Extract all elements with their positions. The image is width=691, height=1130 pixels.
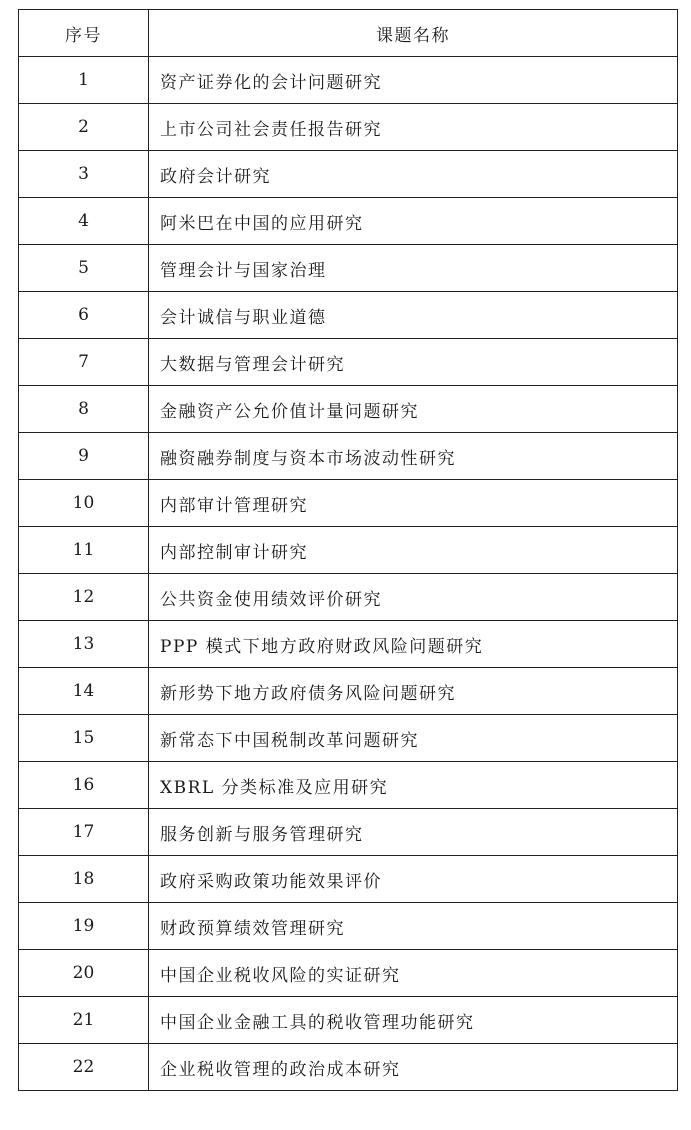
row-number: 19	[19, 903, 149, 950]
table-row	[19, 997, 678, 1044]
row-number: 4	[19, 198, 149, 245]
row-number: 18	[19, 856, 149, 903]
table-row	[19, 151, 678, 198]
row-number: 11	[19, 527, 149, 574]
column-header-title: 课题名称	[149, 10, 678, 57]
table-row	[19, 621, 678, 668]
topic-title: 会计诚信与职业道德	[149, 292, 678, 339]
table-row	[19, 809, 678, 856]
topic-title: 上市公司社会责任报告研究	[149, 104, 678, 151]
topic-title: 服务创新与服务管理研究	[149, 809, 678, 856]
table-row	[19, 104, 678, 151]
row-number: 17	[19, 809, 149, 856]
table-row	[19, 433, 678, 480]
table-row	[19, 339, 678, 386]
topic-title: 资产证券化的会计问题研究	[149, 57, 678, 104]
topic-title: 内部审计管理研究	[149, 480, 678, 527]
table-row	[19, 480, 678, 527]
table-row	[19, 762, 678, 809]
row-number: 15	[19, 715, 149, 762]
row-number: 9	[19, 433, 149, 480]
table-row	[19, 1044, 678, 1091]
header-row	[19, 10, 678, 57]
topic-title: 金融资产公允价值计量问题研究	[149, 386, 678, 433]
topic-title: 融资融券制度与资本市场波动性研究	[149, 433, 678, 480]
row-number: 14	[19, 668, 149, 715]
topic-title: 管理会计与国家治理	[149, 245, 678, 292]
table-row	[19, 574, 678, 621]
row-number: 12	[19, 574, 149, 621]
topic-title: 中国企业税收风险的实证研究	[149, 950, 678, 997]
row-number: 13	[19, 621, 149, 668]
topic-title: XBRL 分类标准及应用研究	[149, 762, 678, 809]
row-number: 2	[19, 104, 149, 151]
row-number: 7	[19, 339, 149, 386]
topic-title: 企业税收管理的政治成本研究	[149, 1044, 678, 1091]
topic-title: 政府采购政策功能效果评价	[149, 856, 678, 903]
topic-title: 新常态下中国税制改革问题研究	[149, 715, 678, 762]
row-number: 21	[19, 997, 149, 1044]
row-number: 8	[19, 386, 149, 433]
table-row	[19, 668, 678, 715]
table-header	[19, 10, 678, 57]
table-row	[19, 950, 678, 997]
topic-title: PPP 模式下地方政府财政风险问题研究	[149, 621, 678, 668]
table-row	[19, 527, 678, 574]
table-row	[19, 198, 678, 245]
table-row	[19, 57, 678, 104]
topic-title: 中国企业金融工具的税收管理功能研究	[149, 997, 678, 1044]
topic-title: 阿米巴在中国的应用研究	[149, 198, 678, 245]
table-row	[19, 903, 678, 950]
row-number: 16	[19, 762, 149, 809]
row-number: 22	[19, 1044, 149, 1091]
table-row	[19, 245, 678, 292]
table-row	[19, 715, 678, 762]
topic-title: 内部控制审计研究	[149, 527, 678, 574]
topic-title: 大数据与管理会计研究	[149, 339, 678, 386]
table-row	[19, 856, 678, 903]
topic-title: 财政预算绩效管理研究	[149, 903, 678, 950]
table-row	[19, 292, 678, 339]
research-topics-table	[18, 9, 678, 1091]
row-number: 10	[19, 480, 149, 527]
topic-title: 公共资金使用绩效评价研究	[149, 574, 678, 621]
row-number: 6	[19, 292, 149, 339]
table-row	[19, 386, 678, 433]
topic-title: 政府会计研究	[149, 151, 678, 198]
row-number: 20	[19, 950, 149, 997]
table-body	[19, 57, 678, 1091]
row-number: 3	[19, 151, 149, 198]
row-number: 5	[19, 245, 149, 292]
topic-title: 新形势下地方政府债务风险问题研究	[149, 668, 678, 715]
column-header-number: 序号	[19, 10, 149, 57]
row-number: 1	[19, 57, 149, 104]
